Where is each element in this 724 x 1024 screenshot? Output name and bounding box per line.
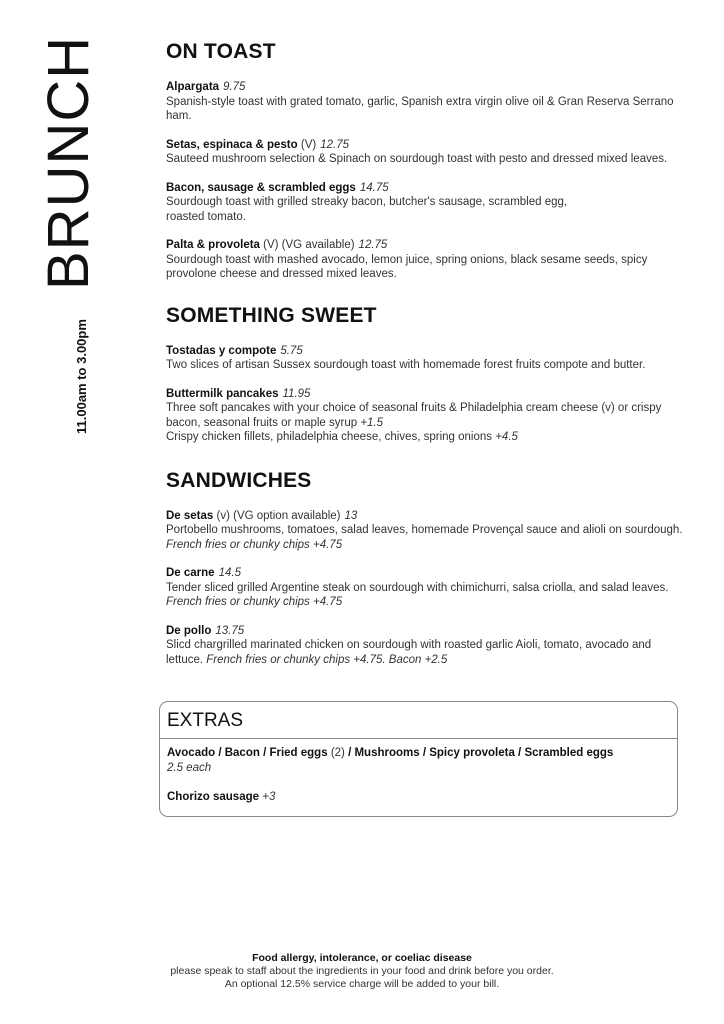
item-dietary-tag: (v) (VG option available) (216, 509, 341, 522)
item-price: 11.95 (282, 387, 311, 400)
extras-items: Avocado / Bacon / Fried eggs (167, 747, 328, 759)
menu-item (166, 344, 686, 373)
extras-row (167, 790, 613, 805)
footer-title: Food allergy, intolerance, or coeliac disease (252, 952, 472, 964)
footer-line: please speak to staff about the ingredients in your food and drink before you order. (170, 965, 554, 977)
item-description: Sourdough toast with grilled streaky bacon, butcher's sausage, scrambled egg, roasted tomato. (166, 196, 568, 223)
item-price: 9.75 (223, 81, 246, 93)
menu-title: BRUNCH (36, 35, 101, 290)
item-dietary-tag: (V) (300, 138, 317, 151)
item-price: 13 (344, 509, 358, 522)
menu-item (166, 138, 686, 167)
item-description: Slicd chargrilled marinated chicken on sourdough with roasted garlic Aioli, tomato, avocado and lettuce. French fries or chunky chips +4.75. Bacon +2.5 (166, 639, 652, 666)
item-name: Tostadas y compote (166, 344, 277, 357)
item-description: Sauteed mushroom selection & Spinach on sourdough toast with pesto and dressed mixed leaves. (166, 153, 668, 165)
item-name: Bacon, sausage & scrambled eggs (166, 181, 356, 194)
extras-list (167, 746, 613, 805)
extras-box (159, 701, 678, 817)
item-addon-price: +4.5 (495, 431, 518, 443)
item-description: Sourdough toast with mashed avocado, lemon juice, spring onions, black sesame seeds, spicy provolone cheese and dressed mixed leaves. (166, 253, 648, 280)
item-side-option: French fries or chunky chips +4.75. Bacon +2.5 (206, 653, 448, 666)
item-price: 12.75 (320, 138, 349, 151)
item-name: Alpargata (166, 81, 220, 93)
item-price: 5.75 (280, 344, 303, 357)
section-on-toast (166, 40, 686, 282)
menu-item (166, 387, 686, 445)
item-name: De carne (166, 567, 215, 579)
section-title: ON TOAST (166, 40, 276, 63)
item-name: De pollo (166, 624, 212, 637)
extras-item-name: Chorizo sausage (167, 791, 260, 803)
item-side-option: French fries or chunky chips +4.75 (166, 596, 343, 608)
menu-item (166, 509, 686, 553)
allergy-footer (0, 952, 724, 991)
item-description: Three soft pancakes with your choice of seasonal fruits & Philadelphia cream cheese (v) or crispy bacon, seasonal fruits or maple syrup +1.5 (166, 402, 662, 429)
item-description: Portobello mushrooms, tomatoes, salad leaves, homemade Provençal sauce and alioli on sourdough. French fries or chunky chips +4.75 (166, 524, 683, 551)
item-option-line: Crispy chicken fillets, philadelphia cheese, chives, spring onions +4.5 (166, 431, 518, 443)
extras-item-price: +3 (262, 791, 276, 803)
item-price: 14.5 (218, 567, 241, 579)
extras-price-note: 2.5 each (167, 761, 212, 774)
menu-item (166, 566, 686, 610)
menu-item (166, 238, 686, 282)
item-name: Palta & provoleta (166, 239, 260, 251)
extras-row (167, 746, 613, 761)
item-price: 14.75 (359, 181, 389, 194)
section-something-sweet (166, 304, 686, 445)
footer-line: An optional 12.5% service charge will be added to your bill. (224, 978, 500, 990)
item-side-option: French fries or chunky chips +4.75 (166, 538, 343, 551)
menu-item (166, 80, 686, 124)
item-price: 13.75 (215, 624, 245, 637)
item-price: 12.75 (358, 239, 388, 251)
extras-divider (160, 738, 677, 739)
item-dietary-tag: (V) (VG available) (263, 239, 355, 251)
item-addon-price: +1.5 (360, 416, 384, 429)
item-name: Setas, espinaca & pesto (166, 138, 298, 151)
item-description: Two slices of artisan Sussex sourdough toast with homemade forest fruits compote and butter. (166, 359, 646, 371)
section-title: SOMETHING SWEET (166, 303, 377, 327)
section-sandwiches (166, 469, 686, 668)
service-hours: 11.00am to 3.00pm (74, 319, 89, 434)
extras-items-more: / Mushrooms / Spicy provoleta / Scrambled eggs (348, 747, 614, 759)
extras-quantity: (2) (330, 747, 345, 759)
item-name: Buttermilk pancakes (166, 387, 279, 400)
item-description: Spanish-style toast with grated tomato, garlic, Spanish extra virgin olive oil & Gran Reserva Serrano ham. (166, 95, 674, 122)
menu-item (166, 181, 686, 225)
extras-title: EXTRAS (167, 710, 244, 731)
item-name: De setas (166, 509, 214, 522)
menu-item (166, 624, 686, 668)
section-title: SANDWICHES (166, 468, 312, 492)
item-description: Tender sliced grilled Argentine steak on sourdough with chimichurri, salsa criolla, and salad leaves. French fries or chunky chips +4.75 (166, 581, 669, 608)
menu-content (166, 40, 686, 681)
